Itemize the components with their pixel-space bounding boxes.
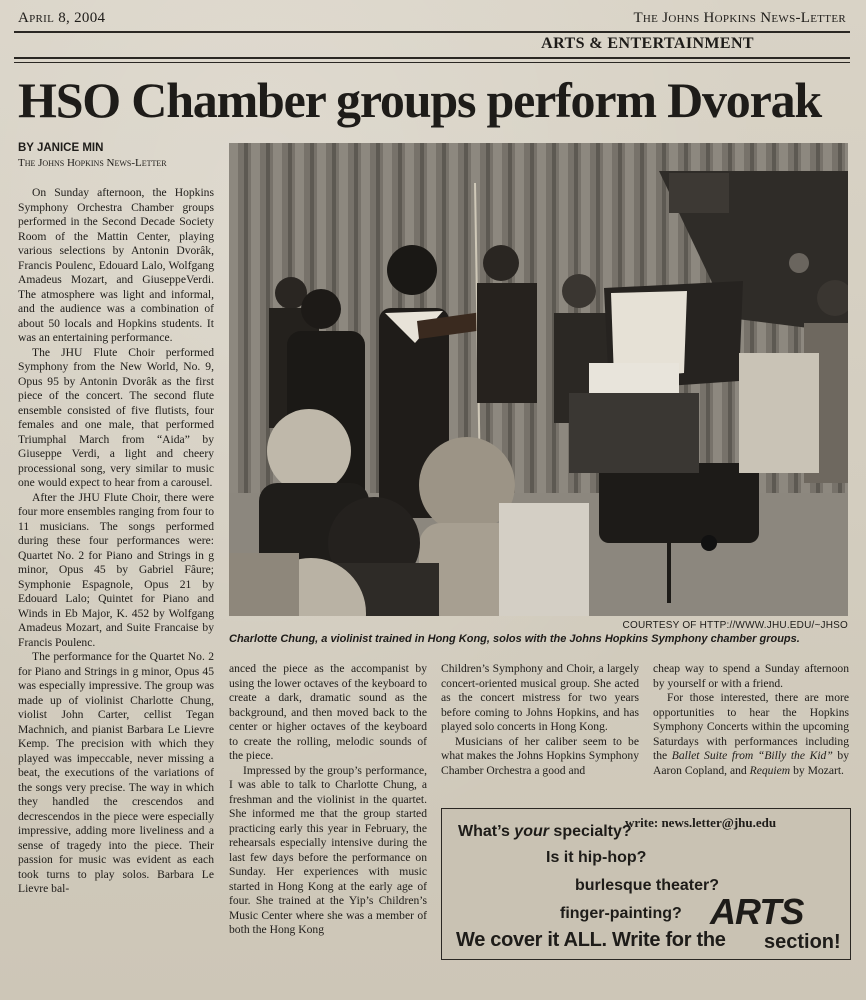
paragraph: Impressed by the group’s performance, I was able to talk to Charlotte Chung, a freshman and the violinist in the quartet. She informed me that the group started practicing early this year in February, the rehearsals especially intensive during the last few days before the performance on Sunday. Her experiences with music started in Hong Kong at the early age of four. She trained at the Yip’s Children’s Music Center where she was a member of both the Hong Kong (229, 763, 427, 936)
paragraph: anced the piece as the accompanist by using the lower octaves of the keyboard to create a dark, dramatic sound as the background, and then moved back to the center or higher octaves of the keyboard to create the rolling, melodic sounds of the piece. (229, 662, 427, 762)
paragraph-upcoming (653, 691, 849, 778)
paragraph: The performance for the Quartet No. 2 for Piano and Strings in g minor, Opus 45 was especially impressive. The group was made up of violinist Charlotte Chung, violist John Carter, cellist Tegan Machnich, and pianist Barbara Le Lievre Kemp. The precision with which they played was impeccable, never missing a beat, the executions of the variations of the songs very precise. The way in which they handled the crescendos and decrescendos in the piece were especially impressive, adding more liveliness and a sense of tragedy into the piece. Their passion for music was evident as each took turns to play solos. Barbara Le Lievre bal- (18, 650, 214, 895)
ad-contact-email: write: news.letter@jhu.edu (625, 815, 777, 830)
ad-line-cover: We cover it ALL. Write for the (456, 929, 726, 951)
section-label: ARTS & ENTERTAINMENT (541, 35, 754, 52)
ad-arts-word: ARTS (710, 891, 804, 932)
masthead-rule (14, 31, 850, 33)
article-column-2 (229, 662, 427, 962)
text-run: For those interested, there are more opportunities to hear the Hopkins Symphony Concerts within the upcoming Saturdays with performances including the (653, 691, 849, 762)
paragraph: Musicians of her caliber seem to be what makes the Johns Hopkins Symphony Chamber Orchestra a good and (441, 734, 639, 777)
ad-section-word: section! (764, 931, 841, 953)
section-rule (14, 57, 850, 59)
paragraph: On Sunday afternoon, the Hopkins Symphony Orchestra Chamber groups performed in the Second Decade Society Room of the Mattin Center, playing various selections by Antonin Dvorâk, Francis Poulenc, Edouard Lalo, Wolfgang Amadeus Mozart, and GiuseppeVerdi. The atmosphere was light and informal, and the audience was a combination of about 50 locals and Hopkins students. It was an entertaining performance. (18, 186, 214, 344)
byline-organization: The Johns Hopkins News-Letter (18, 157, 167, 169)
photo-caption: Charlotte Chung, a violinist trained in Hong Kong, solos with the Johns Hopkins Symphony chamber groups. (229, 633, 800, 645)
concert-photo (229, 143, 848, 616)
concert-photo-illustration (229, 143, 848, 616)
article-column-1 (18, 186, 214, 961)
photo-credit: COURTESY OF HTTP://WWW.JHU.EDU/~JHSO (622, 620, 848, 631)
byline: BY JANICE MIN (18, 142, 104, 154)
arts-section-ad (441, 808, 851, 960)
ad-line-fingerpainting: finger-painting? (560, 905, 682, 922)
issue-date: April 8, 2004 (18, 10, 106, 26)
paragraph: The JHU Flute Choir performed Symphony from the New World, No. 9, Opus 95 by Antonin Dvorâk as the first piece of the concert. The second flute ensemble consisted of five flutists, four females and one male, that performed Triumphal March from “Aida” by Giuseppe Verdi, a light and cheery processional song, very similar to music one would expect to hear from a carousel. (18, 345, 214, 489)
piece-title: Requiem (749, 763, 791, 777)
headline: HSO Chamber groups perform Dvorak (18, 72, 822, 128)
article-column-3 (441, 662, 639, 792)
paper-name: The Johns Hopkins News-Letter (633, 10, 846, 26)
ad-text: specialty? (548, 823, 632, 840)
text-run: by Aaron Copland, and (653, 749, 849, 777)
article-column-4 (653, 662, 849, 792)
text-run: by Mozart. (790, 763, 844, 777)
ad-line-hiphop: Is it hip-hop? (546, 849, 647, 866)
ad-text: What’s (458, 823, 515, 840)
ad-line-burlesque: burlesque theater? (575, 877, 720, 894)
ad-line-specialty (458, 823, 632, 841)
paragraph: Children’s Symphony and Choir, a largely concert-oriented musical group. She acted as the concert mistress for two years before coming to Johns Hopkins, and has played solo concerts in Hong Kong. (441, 662, 639, 733)
piece-title: Ballet Suite from “Billy the Kid” (671, 749, 833, 762)
ad-text-emphasis: your (514, 823, 549, 840)
paragraph: cheap way to spend a Sunday afternoon by yourself or with a friend. (653, 662, 849, 690)
paragraph: After the JHU Flute Choir, there were four more ensembles ranging from four to 11 musicians. The songs performed during these four performances were: Quartet No. 2 for Piano and Strings in g minor, Opus 45 by Gabriel Fâure; Symphonie Espagnole, Opus 21 by Edouard Lalo; Quintet for Piano and Winds in Eb Major, K. 452 by Wolfgang Amadeus Mozart, and Suite Francaise by Francis Poulenc. (18, 490, 214, 649)
section-rule-thin (14, 62, 850, 63)
